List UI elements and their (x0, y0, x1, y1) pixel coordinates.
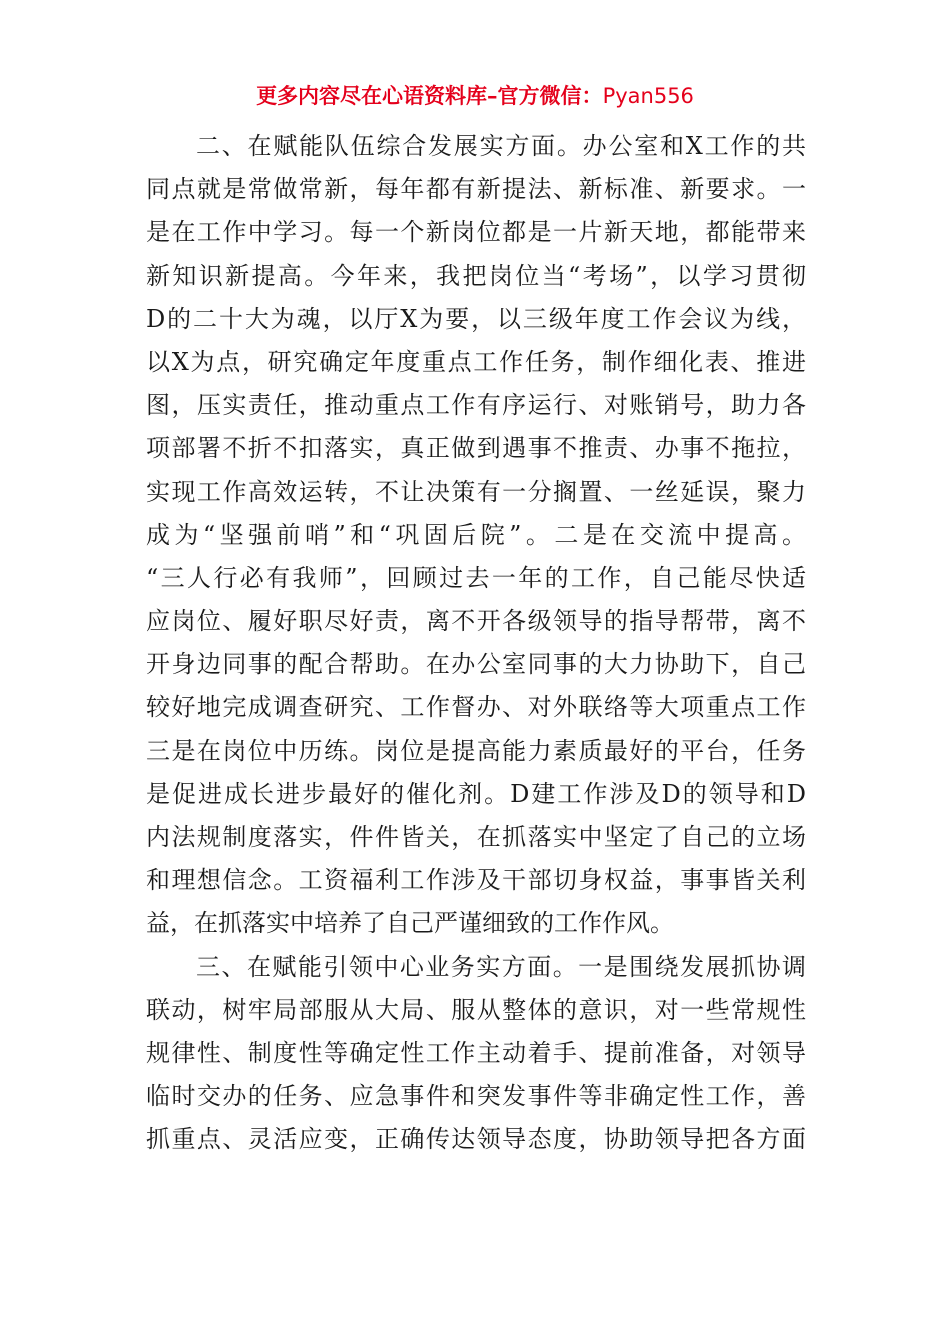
text-line: 是在工作中学习。每一个新岗位都是一片新天地，都能带来 (146, 218, 806, 247)
text-line: 新知识新提高。今年来，我把岗位当“考场”，以学习贯彻 (146, 261, 806, 290)
paragraph-3 (146, 946, 806, 1162)
text-line: 是促进成长进步最好的催化剂。D建工作涉及D的领导和D (146, 779, 806, 808)
text-line: 和理想信念。工资福利工作涉及干部切身权益，事事皆关利 (146, 866, 806, 895)
text-line: 抓重点、灵活应变，正确传达领导态度，协助领导把各方面 (146, 1125, 806, 1154)
text-line: 成为“坚强前哨”和“巩固后院”。二是在交流中提高。 (146, 520, 806, 549)
promo-header (0, 82, 950, 110)
text-line: 三、在赋能引领中心业务实方面。一是围绕发展抓协调 (196, 952, 806, 981)
text-line: “三人行必有我师”，回顾过去一年的工作，自己能尽快适 (146, 563, 806, 592)
text-line: D的二十大为魂，以厅X为要，以三级年度工作会议为线， (146, 304, 806, 333)
text-line: 开身边同事的配合帮助。在办公室同事的大力协助下，自己 (146, 650, 806, 679)
wechat-id: Pyan556 (602, 84, 694, 108)
text-line: 以X为点，研究确定年度重点工作任务，制作细化表、推进 (146, 347, 806, 376)
promo-header-text: 更多内容尽在心语资料库–官方微信： (256, 83, 603, 108)
text-line: 应岗位、履好职尽好责，离不开各级领导的指导帮带，离不 (146, 607, 806, 636)
document-body (146, 125, 806, 1162)
text-line: 三是在岗位中历练。岗位是提高能力素质最好的平台，任务 (146, 736, 806, 765)
text-line: 临时交办的任务、应急事件和突发事件等非确定性工作，善 (146, 1082, 806, 1111)
text-line: 较好地完成调查研究、工作督办、对外联络等大项重点工作 (146, 693, 806, 722)
text-line: 规律性、制度性等确定性工作主动着手、提前准备，对领导 (146, 1038, 806, 1067)
paragraph-2 (146, 125, 806, 946)
text-line: 益，在抓落实中培养了自己严谨细致的工作作风。 (146, 909, 674, 938)
text-line: 实现工作高效运转，不让决策有一分搁置、一丝延误，聚力 (146, 477, 806, 506)
text-line: 内法规制度落实，件件皆关，在抓落实中坚定了自己的立场 (146, 823, 806, 851)
text-line: 项部署不折不扣落实，真正做到遇事不推责、办事不拖拉， (146, 434, 806, 463)
text-line: 同点就是常做常新，每年都有新提法、新标准、新要求。一 (146, 175, 806, 204)
text-line: 图，压实责任，推动重点工作有序运行、对账销号，助力各 (146, 391, 806, 420)
text-line: 二、在赋能队伍综合发展实方面。办公室和X工作的共 (196, 132, 806, 160)
text-line: 联动，树牢局部服从大局、服从整体的意识，对一些常规性 (146, 995, 806, 1024)
